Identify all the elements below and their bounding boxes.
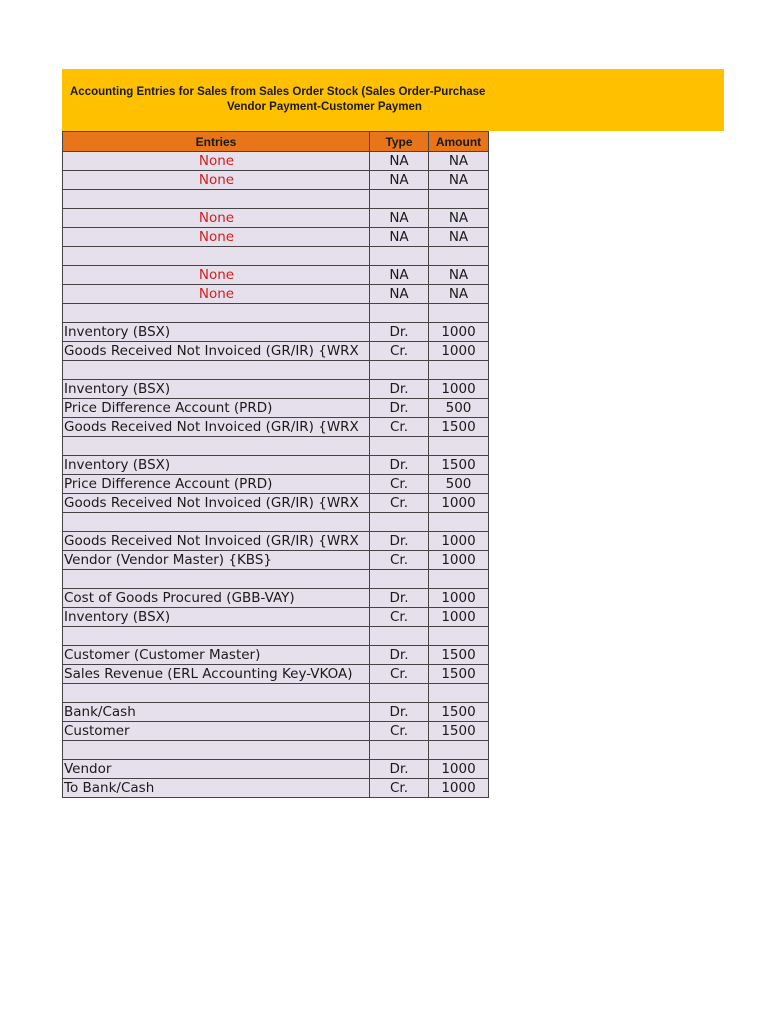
table-row [63,285,489,304]
cell-type: Cr. [370,418,429,437]
cell-entry: None [63,266,370,285]
table-row [63,627,489,646]
cell-type [370,247,429,266]
cell-amount: NA [429,228,489,247]
table-row [63,779,489,798]
cell-type: Dr. [370,646,429,665]
sheet-title-line-1: Accounting Entries for Sales from Sales Order Stock (Sales Order-Purchase [70,86,486,98]
cell-amount: 1000 [429,760,489,779]
table-row [63,456,489,475]
cell-type: Cr. [370,779,429,798]
cell-entry [63,247,370,266]
cell-type: Cr. [370,551,429,570]
table-row [63,532,489,551]
cell-type: Dr. [370,380,429,399]
cell-entry [63,684,370,703]
cell-entry: Vendor [63,760,370,779]
cell-type: NA [370,285,429,304]
cell-amount: NA [429,171,489,190]
cell-amount [429,361,489,380]
cell-amount: NA [429,285,489,304]
cell-entry [63,437,370,456]
cell-type: Cr. [370,722,429,741]
table-row [63,494,489,513]
sheet-title [64,85,487,117]
cell-entry: Customer (Customer Master) [63,646,370,665]
table-row [63,589,489,608]
cell-entry: Price Difference Account (PRD) [63,399,370,418]
cell-type [370,684,429,703]
cell-type: Dr. [370,456,429,475]
table-row [63,247,489,266]
cell-entry: Bank/Cash [63,703,370,722]
cell-type: Dr. [370,323,429,342]
cell-entry: Goods Received Not Invoiced (GR/IR) {WRX [63,418,370,437]
table-row [63,228,489,247]
table-row [63,418,489,437]
cell-entry [63,304,370,323]
sheet-title-line-2: Vendor Payment-Customer Paymen [227,101,422,113]
cell-entry: None [63,171,370,190]
cell-amount: NA [429,209,489,228]
cell-type [370,513,429,532]
cell-type: Dr. [370,532,429,551]
table-row [63,437,489,456]
cell-amount: 1000 [429,323,489,342]
cell-amount: 500 [429,399,489,418]
cell-amount [429,437,489,456]
cell-type: Cr. [370,475,429,494]
cell-amount: 1500 [429,722,489,741]
table-row [63,608,489,627]
cell-amount: 1000 [429,532,489,551]
cell-type [370,741,429,760]
cell-entry: Cost of Goods Procured (GBB-VAY) [63,589,370,608]
cell-amount [429,304,489,323]
cell-amount: 1000 [429,380,489,399]
cell-type [370,570,429,589]
cell-entry [63,627,370,646]
cell-amount: 1500 [429,703,489,722]
cell-amount: 1000 [429,589,489,608]
cell-entry: Goods Received Not Invoiced (GR/IR) {WRX [63,494,370,513]
cell-type: NA [370,266,429,285]
table-row [63,665,489,684]
cell-entry: None [63,152,370,171]
table-row [63,760,489,779]
cell-amount [429,684,489,703]
cell-type [370,361,429,380]
table-row [63,551,489,570]
table-body [63,152,489,798]
cell-entry: None [63,228,370,247]
table-row [63,570,489,589]
cell-type: Cr. [370,608,429,627]
cell-entry: None [63,209,370,228]
cell-amount [429,190,489,209]
cell-type: Dr. [370,760,429,779]
cell-entry: Inventory (BSX) [63,608,370,627]
cell-amount: 1500 [429,418,489,437]
cell-amount: 1500 [429,665,489,684]
cell-entry [63,741,370,760]
table-row [63,513,489,532]
cell-amount: NA [429,266,489,285]
cell-type: NA [370,171,429,190]
cell-type: NA [370,228,429,247]
cell-entry: To Bank/Cash [63,779,370,798]
cell-entry: Inventory (BSX) [63,323,370,342]
cell-type [370,190,429,209]
cell-amount [429,513,489,532]
cell-amount [429,627,489,646]
cell-amount: 1000 [429,342,489,361]
cell-entry [63,570,370,589]
cell-type: Cr. [370,665,429,684]
table-row [63,209,489,228]
cell-entry: Goods Received Not Invoiced (GR/IR) {WRX [63,532,370,551]
cell-amount: 1000 [429,551,489,570]
cell-entry: Vendor (Vendor Master) {KBS} [63,551,370,570]
cell-type: NA [370,152,429,171]
cell-entry [63,513,370,532]
cell-entry: Goods Received Not Invoiced (GR/IR) {WRX [63,342,370,361]
table-row [63,684,489,703]
table-row [63,171,489,190]
table-row [63,722,489,741]
accounting-entries-table [62,131,489,798]
cell-amount [429,741,489,760]
column-header-amount: Amount [429,132,489,152]
cell-type [370,437,429,456]
cell-amount [429,570,489,589]
cell-amount: 1000 [429,779,489,798]
cell-type [370,304,429,323]
table-row [63,399,489,418]
table-row [63,152,489,171]
cell-type [370,627,429,646]
cell-amount: 1000 [429,608,489,627]
cell-amount: 1000 [429,494,489,513]
table-row [63,475,489,494]
table-row [63,703,489,722]
cell-type: Dr. [370,399,429,418]
cell-type: NA [370,209,429,228]
column-header-type: Type [370,132,429,152]
cell-amount: 500 [429,475,489,494]
column-header-entries: Entries [63,132,370,152]
table-row [63,304,489,323]
cell-type: Cr. [370,494,429,513]
table-row [63,323,489,342]
cell-amount: 1500 [429,456,489,475]
table-row [63,190,489,209]
cell-entry: Inventory (BSX) [63,456,370,475]
cell-entry: Price Difference Account (PRD) [63,475,370,494]
cell-entry: Sales Revenue (ERL Accounting Key-VKOA) [63,665,370,684]
cell-entry: Inventory (BSX) [63,380,370,399]
table-row [63,741,489,760]
cell-amount: 1500 [429,646,489,665]
table-row [63,646,489,665]
cell-entry [63,190,370,209]
cell-type: Cr. [370,342,429,361]
cell-type: Dr. [370,589,429,608]
table-row [63,380,489,399]
table-row [63,361,489,380]
table-header-row [63,132,489,152]
cell-entry: None [63,285,370,304]
table-row [63,342,489,361]
cell-entry: Customer [63,722,370,741]
cell-type: Dr. [370,703,429,722]
cell-entry [63,361,370,380]
cell-amount [429,247,489,266]
table-row [63,266,489,285]
cell-amount: NA [429,152,489,171]
